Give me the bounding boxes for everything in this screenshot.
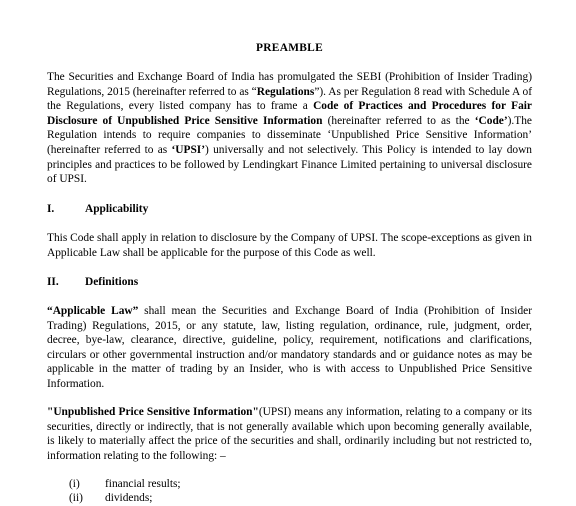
preamble-bold-code-title: Code of Practices and Procedures for Fair Disclosure of Unpublished Price Sensitive Information: [47, 100, 532, 127]
preamble-paragraph: [47, 70, 532, 187]
upsi-definition: [47, 405, 532, 463]
list-item-text: dividends;: [105, 492, 153, 505]
upsi-items-list: [69, 477, 181, 506]
section-number: II.: [47, 276, 59, 288]
applicable-law-definition: [47, 304, 532, 392]
preamble-text-1: The Securities and Exchange Board of India has promulgated the SEBI (Prohibition of Insider Trading) Regulations, 2015 (hereinafter referred to as “: [47, 71, 532, 98]
definition-text: (UPSI) means any information, relating to a company or its securities, directly or indirectly, that is not generally available which upon becoming generally available, is likely to materially affect the price of the securities and shall, ordinarily including but not restricted to, information relating to the following: –: [47, 406, 532, 462]
list-item: [69, 477, 181, 491]
preamble-text-3: (hereinafter referred to as the: [322, 114, 475, 127]
definition-term: “Applicable Law”: [47, 305, 139, 317]
preamble-bold-upsi: ‘UPSI’: [171, 143, 206, 156]
preamble-bold-regulations: Regulations: [256, 85, 315, 98]
preamble-text-4: ).The Regulation intends to require companies to disseminate ‘Unpublished Price Sensitive Information’ (hereinafter referred to as: [47, 114, 532, 156]
preamble-text-5: ) universally and not selectively. This Policy is intended to lay down principles and practices to be followed by Lendingkart Finance Limited pertaining to universal disclosure of UPSI.: [47, 143, 533, 186]
section-title: Definitions: [85, 276, 139, 288]
list-item-text: financial results;: [105, 478, 181, 490]
applicability-paragraph: This Code shall apply in relation to disclosure by the Company of UPSI. The scope-exceptions as given in Applicable Law shall be applicable for the purpose of this Code as well.: [47, 232, 532, 259]
preamble-bold-code: ‘Code’: [474, 114, 508, 127]
definition-text: shall mean the Securities and Exchange Board of India (Prohibition of Insider Trading) Regulations, 2015, or any statute, law, listing regulation, ordinance, rule, judgment, order, decree, bye-law, clearance, directive, guideline, policy, requirement, notifications and clarifications, circulars or other governmental instruction and/or mandatory standards and or guidance notes as may be applicable in the matter of trading by an Insider, who is with access to Unpublished Price Sensitive Information.: [47, 305, 532, 390]
list-item-number: (i): [69, 478, 80, 490]
preamble-text-2: ”). As per Regulation 8 read with Schedule A of the Regulations, every listed company has to frame a: [47, 85, 532, 113]
page-title: PREAMBLE: [256, 42, 323, 54]
definition-term: "Unpublished Price Sensitive Information": [47, 406, 259, 418]
section-title: Applicability: [85, 203, 149, 215]
section-number: I.: [47, 203, 55, 215]
section-heading-applicability: [47, 202, 148, 217]
list-item: [69, 491, 181, 505]
list-item-number: (ii): [69, 492, 83, 505]
section-heading-definitions: [47, 275, 138, 290]
